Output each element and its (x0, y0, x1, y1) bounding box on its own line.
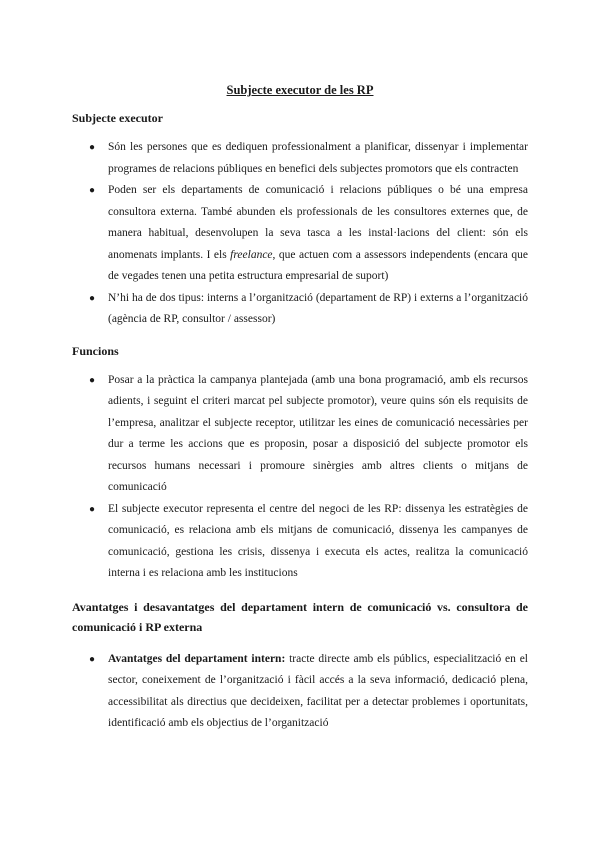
list-item-text: El subjecte executor representa el centre del negoci de les RP: dissenya les estratègies de comunicació, es relaciona amb els mitjans de comunicació, dissenya les campanyes de comunicació, gestiona les crisis, dissenya i executa els actes, realitza la comunicació interna i es relaciona amb les institucions (108, 502, 528, 579)
bullet-icon: ● (89, 292, 96, 304)
list-item-italic-text: freelance (230, 248, 273, 261)
bullet-icon: ● (89, 142, 96, 153)
list-item (72, 180, 528, 288)
list-item-text: Posar a la pràctica la campanya plantejada (amb una bona programació, amb els recursos adients, i seguint el criteri marcat pel subjecte promotor), veure quins són els requisits de l’empresa, analitzar el subjecte receptor, utilitzar les eines de comunicació necessàries per dur a terme les accions que es proposin, posar a disposició del subjecte promotor els recursos humans necessari i promoure sinèrgies amb altres clients o mitjans de comunicació (108, 373, 528, 493)
bullet-list-avantatges (72, 649, 528, 735)
bullet-icon: ● (89, 185, 96, 196)
list-item (72, 499, 528, 585)
section-heading-subjecte-executor: Subjecte executor (72, 111, 163, 125)
list-item (72, 370, 528, 499)
bullet-icon: ● (89, 374, 96, 386)
section-heading-funcions: Funcions (72, 343, 119, 358)
list-item-text: Són les persones que es dediquen professionalment a planificar, dissenyar i implementar programes de relacions públiques en benefici dels subjectes promotors que els contracten (108, 141, 528, 175)
list-item (72, 137, 528, 180)
bullet-list-funcions (72, 370, 528, 585)
document-title: Subjecte executor de les RP (226, 83, 374, 97)
section-heading-avantatges: Avantatges i desavantatges del departament intern de comunicació vs. consultora de comunicació i RP externa (72, 599, 528, 634)
list-item (72, 288, 528, 331)
list-item (72, 649, 528, 735)
list-item-text: Poden ser els departaments de comunicació i relacions públiques o bé una empresa consultora externa. També abunden els professionals de les consultores externes que, de manera habitual, desenvolupen la seva tasca a les instal·lacions del client: són els anomenats implants. I els (108, 184, 528, 261)
bullet-list-subjecte-executor (72, 137, 528, 331)
list-item-text: N’hi ha de dos tipus: interns a l’organització (departament de RP) i externs a l’organització (agència de RP, consultor / assessor) (108, 291, 528, 325)
list-item-bold-label: Avantatges del departament intern: (108, 652, 286, 665)
list-item-text: tracte directe amb els públics, especialització en el sector, coneixement de l’organització i fàcil accés a la seva informació, dedicació plena, accessibilitat als directius que decideixen, facilitat per a detectar problemes i oportunitats, identificació amb els objectius de l’organització (108, 652, 528, 729)
bullet-icon: ● (89, 503, 96, 515)
list-item-text-continued: , que actuen com a assessors independents (encara que de vegades tenen una petita estructura empresarial de suport) (108, 248, 528, 282)
bullet-icon: ● (89, 653, 96, 665)
